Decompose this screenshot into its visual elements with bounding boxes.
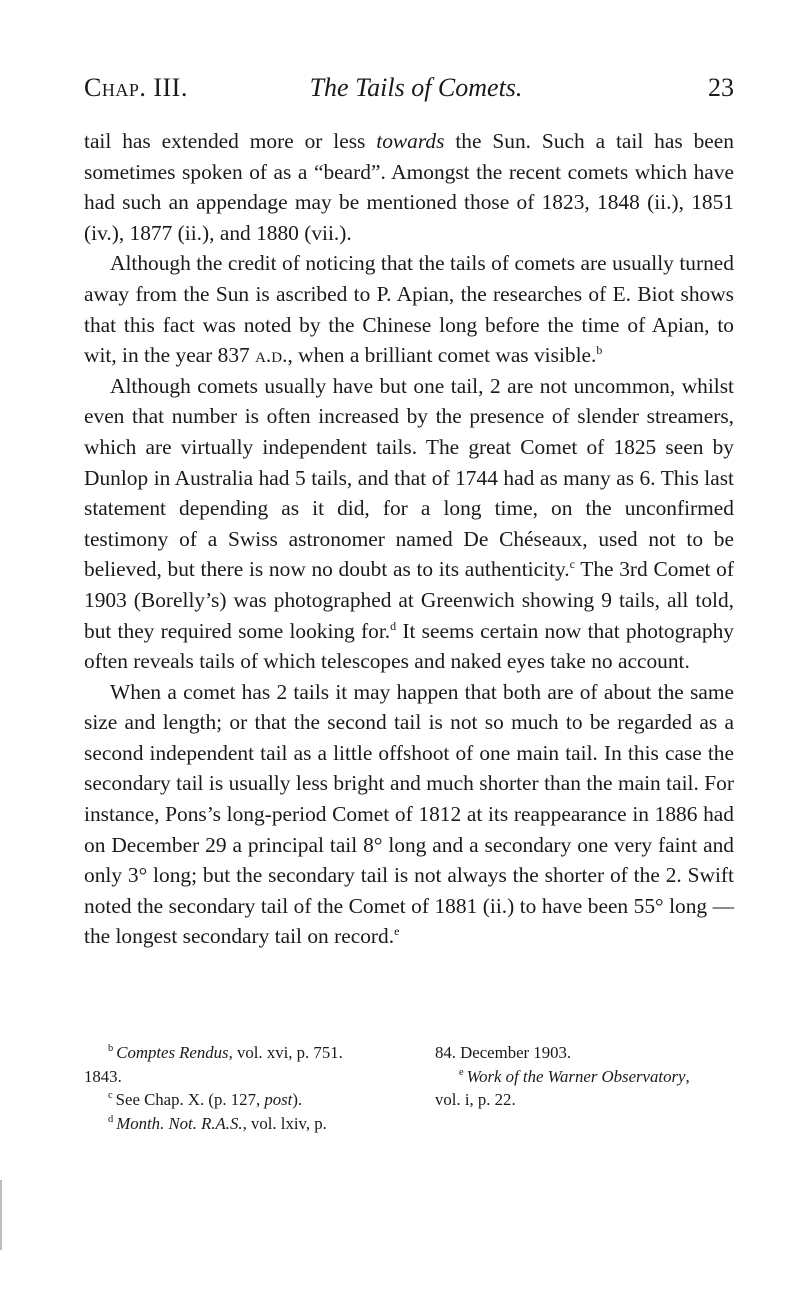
footnotes-left-column (84, 1041, 435, 1135)
running-header (84, 68, 734, 108)
footnote-e: $^e$ Work of the Warner Observatory, (459, 1066, 690, 1086)
footnote-ref-c[interactable]: c (569, 557, 575, 572)
paragraph-4: When a comet has 2 tails it may happen that both are of about the same size and length; or that the second tail is not so much to be regarded as a second independent tail as a little offshoot of one main tail. In this case the secondary tail is usually less bright and much shorter than the main tail. For instance, Pons’s long-period Comet of 1812 at its reappearance in 1886 had on December 29 a principal tail 8° long and a secondary one very faint and only 3° long; but the secondary tail is not always the shorter of the 2. Swift noted the secondary tail of the Comet of 1881 (ii.) to have been 55° long —the longest secondary tail on record.$^e$ (84, 679, 734, 949)
small-caps-ad: a.d. (255, 343, 288, 368)
footnote-ref-b[interactable]: b (596, 343, 603, 358)
paragraph-1: tail has extended more or less towards the Sun. Such a tail has been sometimes spoken of as a “beard”. Amongst the recent comets which have had such an appendage may be mentioned those of 1823, 1848 (ii.), 1851 (iv.), 1877 (ii.), and 1880 (vii.). (84, 129, 734, 245)
page-number: 23 (708, 73, 734, 102)
footnotes (84, 1041, 734, 1135)
footnote-d: $^d$ Month. Not. R.A.S., vol. lxiv, p. (108, 1113, 327, 1133)
footnote-d-continuation: 84. December 1903. (435, 1043, 572, 1062)
footnote-ref-d[interactable]: d (390, 618, 397, 633)
footnote-b-continuation: 1843. (84, 1066, 122, 1086)
footnotes-right-column (435, 1041, 734, 1135)
emphasis-towards: towards (376, 129, 445, 153)
footnote-e-continuation: vol. i, p. 22. (435, 1090, 516, 1109)
running-title: The Tails of Comets. (309, 73, 523, 102)
paragraph-3: Although comets usually have but one tail, 2 are not uncommon, whilst even that number is often increased by the presence of slender streamers, which are virtually independent tails. The great Comet of 1825 seen by Dunlop in Australia had 5 tails, and that of 1744 had as many as 6. This last statement depending as it did, for a long time, on the unconfirmed testimony of a Swiss astronomer named De Chéseaux, used not to be believed, but there is now no doubt as to its authenticity.$^c$ The 3rd Comet of 1903 (Borelly’s) was photographed at Greenwich showing 9 tails, all told, but they required some looking for.$^d$ It seems certain now that photography often reveals tails of which telescopes and naked eyes take no account. (84, 373, 734, 674)
footnote-b: $^b$ Comptes Rendus, vol. xvi, p. 751. (108, 1043, 343, 1062)
paragraph-2: Although the credit of noticing that the tails of comets are usually turned away from the Sun is ascribed to P. Apian, the researches of E. Biot shows that this fact was noted by the Chinese long before the time of Apian, to wit, in the year 837 a.d., when a brilliant comet was visible.$^b$ (84, 251, 734, 368)
body-text (84, 126, 734, 952)
footnote-c: $^c$ See Chap. X. (p. 127, post). (108, 1090, 303, 1109)
page-edge-mark (0, 1180, 2, 1250)
footnote-ref-e[interactable]: e (394, 924, 400, 939)
chapter-label: Chap. III. (84, 73, 188, 102)
